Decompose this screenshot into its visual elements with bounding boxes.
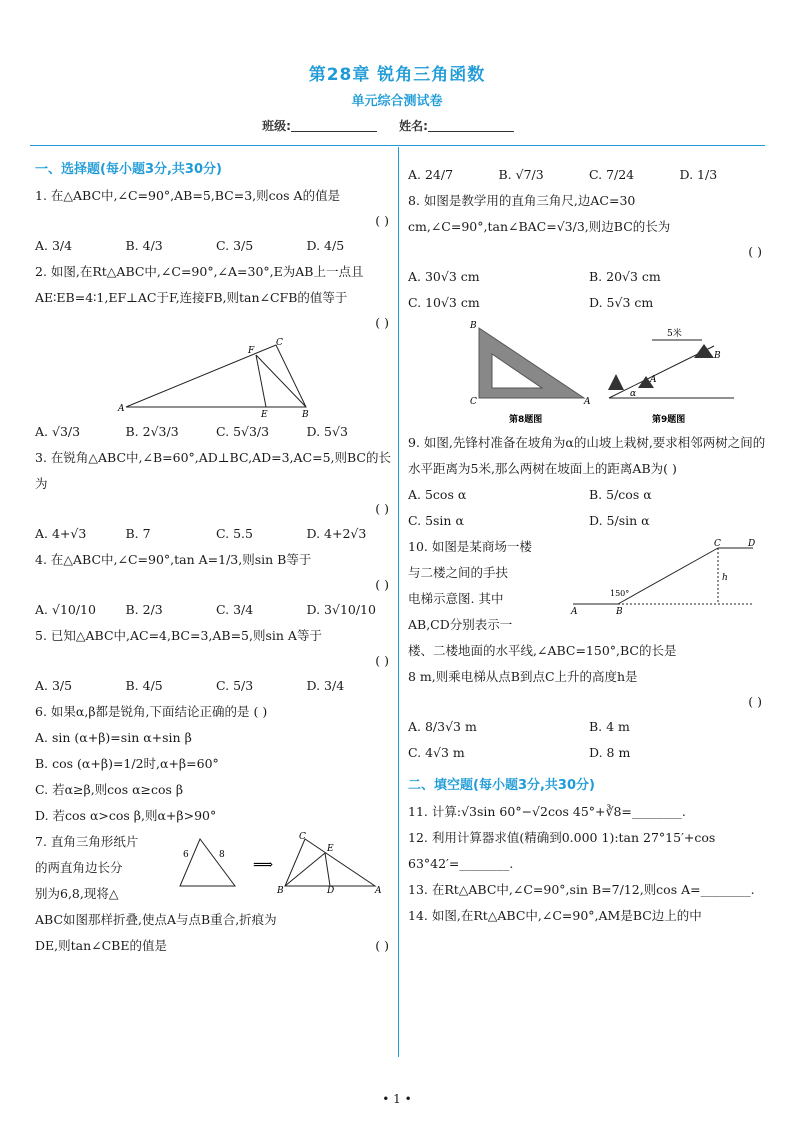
option[interactable]: B. 7 <box>125 526 151 541</box>
question-10-line: AB,CD分别表示一 <box>408 617 513 632</box>
answer-paren[interactable]: ( ) <box>748 694 762 709</box>
option[interactable]: A. 30√3 cm <box>408 269 480 284</box>
question-10-line: 与二楼之间的手扶 <box>408 565 509 580</box>
svg-text:B: B <box>302 410 309 417</box>
section-fill: 二、填空题(每小题3分,共30分) <box>408 778 595 793</box>
option[interactable]: C. 10√3 cm <box>408 295 480 310</box>
option[interactable]: B. 4 m <box>589 719 630 734</box>
question-10-line: 电梯示意图. 其中 <box>408 591 504 606</box>
option[interactable]: A. 3/4 <box>35 238 73 253</box>
options-9 <box>408 482 770 534</box>
question-7-line <box>35 933 397 959</box>
option[interactable]: D. 4/5 <box>306 238 345 253</box>
svg-text:C: C <box>299 832 306 842</box>
question-10-line: 10. 如图是某商场一楼 <box>408 539 532 554</box>
svg-text:B: B <box>277 886 284 893</box>
option[interactable]: D. 1/3 <box>679 167 718 182</box>
svg-text:B: B <box>714 351 721 361</box>
option[interactable]: B. 20√3 cm <box>589 269 661 284</box>
option[interactable]: B. cos (α+β)=1/2时,α+β=60° <box>35 756 219 771</box>
option[interactable]: C. 若α≥β,则cos α≥cos β <box>35 782 184 797</box>
question-8: 8. 如图是教学用的直角三角尺,边AC=30 cm,∠C=90°,tan∠BAC=√3/3,则边BC的长为 <box>408 193 671 234</box>
option[interactable]: A. 3/5 <box>35 678 73 693</box>
question-7-line: ABC如图那样折叠,使点A与点B重合,折痕为 <box>35 912 277 927</box>
angle-label: 150° <box>610 589 630 598</box>
column-divider <box>398 147 399 1057</box>
option[interactable]: D. 若cos α>cos β,则α+β>90° <box>35 808 217 823</box>
question-9: 9. 如图,先锋村准备在坡角为α的山坡上栽树,要求相邻两树之间的水平距离为5米,那么两树在坡面上的距离AB为( ) <box>408 435 766 476</box>
option[interactable]: D. 8 m <box>589 745 631 760</box>
question-2: 2. 如图,在Rt△ABC中,∠C=90°,∠A=30°,E为AB上一点且AE∶EB=4∶1,EF⊥AC于F,连接FB,则tan∠CFB的值等于 <box>35 264 364 305</box>
answer-paren[interactable]: ( ) <box>375 315 389 330</box>
option[interactable]: C. 7/24 <box>589 167 635 182</box>
question-4: 4. 在△ABC中,∠C=90°,tan A=1/3,则sin B等于 <box>35 552 312 567</box>
option[interactable]: A. 5cos α <box>408 487 467 502</box>
options-6 <box>35 725 397 829</box>
svg-text:h: h <box>722 573 728 583</box>
svg-text:A: A <box>650 375 657 385</box>
question-6 <box>35 699 397 725</box>
options-2 <box>35 419 397 445</box>
option[interactable]: D. 4+2√3 <box>306 526 367 541</box>
class-field[interactable] <box>291 131 377 132</box>
option[interactable]: B. 2√3/3 <box>125 424 179 439</box>
question-3: 3. 在锐角△ABC中,∠B=60°,AD⊥BC,AD=3,AC=5,则BC的长为 <box>35 450 391 491</box>
distance-label: 5米 <box>667 329 682 339</box>
right-column <box>408 150 770 929</box>
options-7 <box>408 162 770 188</box>
name-field[interactable] <box>428 131 514 132</box>
svg-text:D: D <box>748 539 756 549</box>
answer-paren[interactable]: ( ) <box>375 938 389 953</box>
svg-text:A: A <box>375 886 382 893</box>
option[interactable]: C. 3/4 <box>216 602 254 617</box>
option[interactable]: A. 4+√3 <box>35 526 87 541</box>
question-10-line: 楼、二楼地面的水平线,∠ABC=150°,BC的长是 <box>408 643 677 658</box>
figure-q10 <box>568 538 758 614</box>
option[interactable]: B. 5/cos α <box>589 487 652 502</box>
question-7-line: 的两直角边长分 <box>35 860 123 875</box>
options-5 <box>35 673 397 699</box>
svg-text:C: C <box>714 539 721 549</box>
question-6-text: 6. 如果α,β都是锐角,下面结论正确的是 <box>35 704 250 719</box>
svg-text:C: C <box>276 338 283 348</box>
svg-text:F: F <box>248 346 255 356</box>
question-10-line: 8 m,则乘电梯从点B到点C上升的高度h是 <box>408 669 638 684</box>
option[interactable]: C. 5√3/3 <box>216 424 270 439</box>
option[interactable]: B. 4/3 <box>125 238 163 253</box>
page-subtitle: 单元综合测试卷 <box>351 94 443 109</box>
svg-text:A: A <box>571 607 578 614</box>
section-choice: 一、选择题(每小题3分,共30分) <box>35 162 222 177</box>
answer-paren[interactable]: ( ) <box>375 653 389 668</box>
svg-text:A: A <box>118 404 125 414</box>
answer-paren[interactable]: ( ) <box>375 577 389 592</box>
option[interactable]: D. 3/4 <box>306 678 345 693</box>
svg-text:E: E <box>261 410 268 417</box>
name-label: 姓名: <box>399 119 428 133</box>
options-4 <box>35 597 397 623</box>
option[interactable]: D. 3√10/10 <box>306 602 376 617</box>
option[interactable]: C. 5.5 <box>216 526 253 541</box>
svg-text:B: B <box>470 321 477 331</box>
svg-text:C: C <box>470 397 477 407</box>
svg-text:B: B <box>616 607 623 614</box>
answer-paren[interactable]: ( ) <box>253 704 268 719</box>
question-1: 1. 在△ABC中,∠C=90°,AB=5,BC=3,则cos A的值是 <box>35 188 341 203</box>
student-info <box>0 117 794 134</box>
question-7-line: 7. 直角三角形纸片 <box>35 834 139 849</box>
option[interactable]: D. 5√3 <box>306 424 348 439</box>
option[interactable]: C. 3/5 <box>216 238 254 253</box>
answer-paren[interactable]: ( ) <box>375 213 389 228</box>
question-11: 11. 计算:√3sin 60°−√2cos 45°+∛8=________. <box>408 804 686 819</box>
option[interactable]: C. 5sin α <box>408 513 464 528</box>
figure-q7 <box>175 831 395 893</box>
options-8 <box>408 264 770 316</box>
svg-text:α: α <box>630 389 637 399</box>
options-3 <box>35 521 397 547</box>
option[interactable]: A. 24/7 <box>408 167 454 182</box>
caption-fig8: 第8题图 <box>509 415 543 425</box>
svg-text:A: A <box>584 397 591 407</box>
left-column <box>35 150 397 959</box>
svg-text:6: 6 <box>183 850 189 860</box>
question-7-text: DE,则tan∠CBE的值是 <box>35 938 167 953</box>
question-7-line: 别为6,8,现将△ <box>35 886 119 901</box>
options-10 <box>408 714 770 766</box>
option[interactable]: C. 4√3 m <box>408 745 465 760</box>
question-14: 14. 如图,在Rt△ABC中,∠C=90°,AM是BC边上的中 <box>408 908 702 923</box>
class-label: 班级: <box>262 119 291 133</box>
page-number: • 1 • <box>382 1092 412 1106</box>
option[interactable]: A. √10/10 <box>35 602 96 617</box>
option[interactable]: A. sin (α+β)=sin α+sin β <box>35 730 192 745</box>
header-divider <box>30 145 765 146</box>
figure-q8-q9 <box>424 318 754 428</box>
figure-q2 <box>116 337 316 417</box>
svg-text:D: D <box>327 886 335 893</box>
option[interactable]: A. 8/3√3 m <box>408 719 477 734</box>
option[interactable]: C. 5/3 <box>216 678 254 693</box>
option[interactable]: D. 5√3 cm <box>589 295 654 310</box>
svg-text:⟹: ⟹ <box>253 857 274 873</box>
question-7 <box>35 829 397 959</box>
question-13: 13. 在Rt△ABC中,∠C=90°,sin B=7/12,则cos A=________. <box>408 882 755 897</box>
page-title: 第28章 锐角三角函数 <box>308 65 486 85</box>
question-5: 5. 已知△ABC中,AC=4,BC=3,AB=5,则sin A等于 <box>35 628 322 643</box>
question-12: 12. 利用计算器求值(精确到0.000 1):tan 27°15′+cos 63°42′=________. <box>408 830 716 871</box>
option[interactable]: A. √3/3 <box>35 424 81 439</box>
svg-text:E: E <box>327 844 334 854</box>
option[interactable]: B. √7/3 <box>498 167 544 182</box>
svg-text:8: 8 <box>219 850 225 860</box>
answer-paren[interactable]: ( ) <box>748 244 762 259</box>
options-1 <box>35 233 397 259</box>
option[interactable]: B. 2/3 <box>125 602 163 617</box>
question-10 <box>408 534 770 766</box>
caption-fig9: 第9题图 <box>652 415 686 425</box>
answer-paren[interactable]: ( ) <box>375 501 389 516</box>
option[interactable]: D. 5/sin α <box>589 513 650 528</box>
option[interactable]: B. 4/5 <box>125 678 163 693</box>
